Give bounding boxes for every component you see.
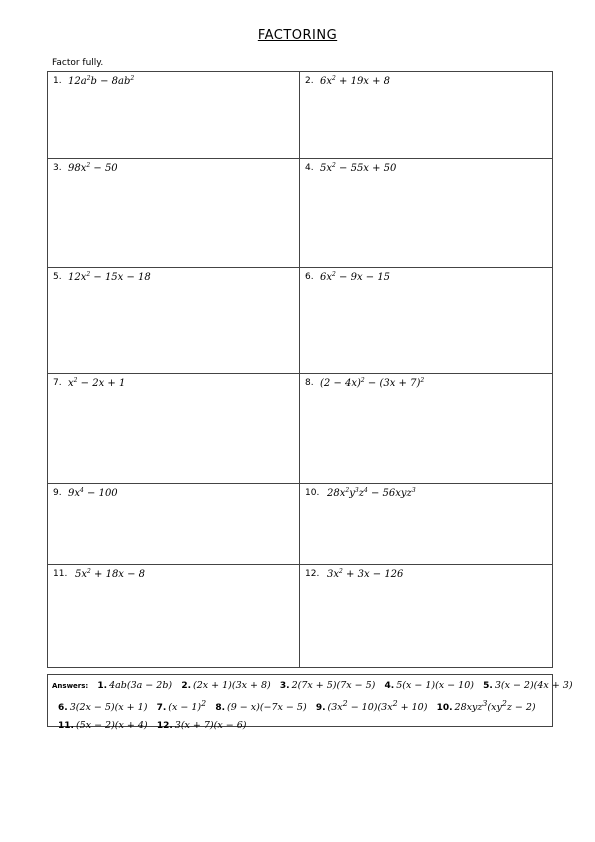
answer-item [274, 680, 375, 691]
answer-number: 10. [436, 703, 453, 714]
question-expression: $6x^2 - 9x - 15$ [320, 271, 391, 283]
answer-expression: (5x − 2)(x + 4) [75, 720, 148, 732]
answer-expression: 4ab(3a − 2b) [109, 680, 173, 691]
question-cell[interactable] [300, 374, 552, 484]
question-expression: $3x^2 + 3x - 126$ [327, 568, 404, 580]
question-expression: $28x^2y^3z^4 - 56xyz^3$ [327, 487, 416, 499]
question-row [48, 72, 552, 158]
question-grid [47, 71, 553, 668]
question-expression: $5x^2 - 55x + 50$ [320, 162, 397, 174]
answer-item [431, 699, 536, 714]
answer-line [52, 695, 548, 717]
answer-item [52, 720, 148, 731]
question-cell[interactable] [300, 268, 552, 374]
answer-expression: 3(2x − 5)(x + 1) [69, 702, 148, 714]
question-number: 5. [53, 272, 62, 282]
question-number: 3. [53, 163, 62, 173]
answer-expression: $(x - 1)^2$ [168, 699, 207, 714]
answer-item [477, 680, 572, 691]
answer-expression: $(3x^2 - 10)(3x^2 + 10)$ [327, 699, 428, 714]
answer-item [91, 680, 172, 691]
answer-number: 8. [215, 703, 226, 714]
question-cell[interactable] [48, 565, 300, 668]
question-expression: $x^2 - 2x + 1$ [68, 377, 126, 389]
question-cell[interactable] [300, 484, 552, 565]
answer-item [52, 702, 147, 713]
answer-expression: $28xyz^3(xy^2z - 2)$ [454, 699, 536, 714]
answer-number: 1. [97, 681, 108, 691]
question-cell[interactable] [48, 72, 300, 158]
question-expression: $(2 - 4x)^2 - (3x + 7)^2$ [320, 377, 425, 389]
answer-number: 7. [156, 703, 167, 714]
answer-expression: 5(x − 1)(x − 10) [396, 680, 474, 691]
question-number: 12. [305, 569, 320, 579]
answer-line [52, 677, 573, 695]
question-expression: $9x^4 - 100$ [68, 487, 118, 499]
question-cell[interactable] [300, 72, 552, 158]
question-cell[interactable] [48, 268, 300, 374]
question-cell[interactable] [48, 159, 300, 268]
answer-number: 12. [156, 721, 173, 732]
answer-expression: 2(7x + 5)(7x − 5) [291, 680, 376, 691]
answer-key [47, 674, 573, 732]
instruction-text: Factor fully. [52, 58, 104, 68]
question-expression: $98x^2 - 50$ [68, 162, 118, 174]
question-row [48, 564, 552, 668]
answer-item [379, 680, 474, 691]
question-row [48, 158, 552, 268]
question-row [48, 483, 552, 565]
question-number: 10. [305, 488, 320, 498]
question-cell[interactable] [48, 374, 300, 484]
question-row [48, 267, 552, 374]
answer-number: 6. [58, 703, 68, 714]
answer-line [52, 717, 548, 735]
answer-item [151, 699, 207, 714]
answer-expression: (9 − x)(−7x − 5) [227, 702, 307, 714]
question-number: 11. [53, 569, 68, 579]
page-title: FACTORING [257, 28, 338, 43]
question-cell[interactable] [300, 565, 552, 668]
question-number: 4. [305, 163, 314, 173]
answer-item [310, 699, 428, 714]
question-cell[interactable] [300, 159, 552, 268]
answer-number: 9. [315, 703, 326, 714]
question-expression: $5x^2 + 18x - 8$ [75, 568, 146, 580]
answer-item [175, 680, 270, 691]
question-number: 1. [53, 76, 62, 86]
question-expression: $12a^2b - 8ab^2$ [68, 75, 135, 87]
question-number: 9. [53, 488, 62, 498]
answer-expression: 3(x + 7)(x − 6) [174, 720, 247, 732]
answer-expression: (2x + 1)(3x + 8) [193, 680, 271, 691]
question-number: 7. [53, 378, 62, 388]
question-number: 2. [305, 76, 314, 86]
question-expression: $6x^2 + 19x + 8$ [320, 75, 391, 87]
answer-expression: 3(x − 2)(4x + 3) [494, 680, 573, 691]
question-number: 8. [305, 378, 314, 388]
answer-item [151, 720, 247, 731]
answer-number: 2. [181, 681, 191, 691]
question-number: 6. [305, 272, 314, 282]
answer-number: 5. [483, 681, 493, 691]
answer-number: 3. [279, 681, 290, 691]
question-cell[interactable] [48, 484, 300, 565]
answer-number: 4. [384, 681, 395, 691]
answer-item [209, 702, 306, 713]
answers-label: Answers: [52, 682, 89, 690]
question-row [48, 373, 552, 484]
question-expression: $12x^2 - 15x - 18$ [68, 271, 151, 283]
answer-number: 11. [58, 721, 74, 732]
